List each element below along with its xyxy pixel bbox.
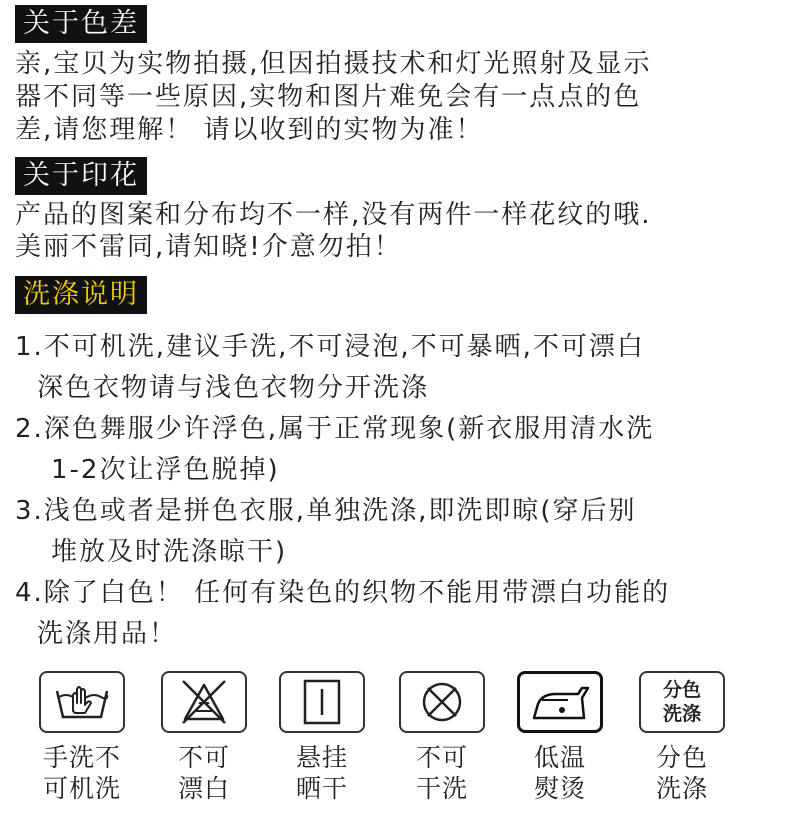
low-iron-caption-line-2: 熨烫 [533,774,586,803]
color-difference-line-2: 器不同等一些原因,实物和图片难免会有一点点的色 [15,82,642,112]
hang-dry-icon [279,671,365,733]
separate-wash-icon [639,671,725,733]
no-dry-clean-caption-line-1: 不可 [415,743,468,772]
low-iron-icon [517,671,603,733]
hang-dry-caption-line-2: 晒干 [295,774,348,803]
wash-item-3 [15,491,636,573]
low-iron-caption [505,742,615,804]
no-bleach-caption-line-2: 漂白 [177,774,230,803]
no-dry-clean-icon [399,671,485,733]
no-bleach-icon [161,671,247,733]
hand-wash-icon [39,671,125,733]
hand-wash-caption-line-2: 可机洗 [42,774,121,803]
wash-item-1 [15,327,645,409]
wash-item-1-line-1: 1.不可机洗,建议手洗,不可浸泡,不可暴晒,不可漂白 [15,332,645,362]
color-difference-line-3: 差,请您理解！ 请以收到的实物为准！ [15,115,484,145]
separate-wash-icon-text-1: 分色 [662,679,701,701]
low-iron-caption-line-1: 低温 [533,743,586,772]
hang-dry-caption-line-1: 悬挂 [295,743,348,772]
no-bleach-caption [149,742,259,804]
print-heading: 关于印花 [15,157,147,195]
separate-wash-caption-line-1: 分色 [655,743,708,772]
wash-item-3-line-1: 3.浅色或者是拼色衣服,单独洗涤,即洗即晾(穿后别 [15,496,637,526]
wash-item-1-line-2: 深色衣物请与浅色衣物分开洗涤 [37,373,430,403]
color-difference-heading: 关于色差 [15,5,147,43]
separate-wash-caption-line-2: 洗涤 [655,774,708,803]
no-bleach-caption-line-1: 不可 [177,743,230,772]
hang-dry-caption [267,742,377,804]
no-dry-clean-caption-line-2: 干洗 [415,774,468,803]
wash-heading: 洗涤说明 [15,276,147,314]
wash-item-2 [15,409,654,491]
wash-item-2-line-2: 1-2次让浮色脱掉) [51,455,280,485]
wash-item-3-line-2: 堆放及时洗涤晾干) [51,537,288,567]
no-dry-clean-caption [387,742,497,804]
hand-wash-caption [27,742,137,804]
color-difference-line-1: 亲,宝贝为实物拍摄,但因拍摄技术和灯光照射及显示 [15,49,652,79]
wash-item-4 [15,573,670,655]
wash-item-2-line-1: 2.深色舞服少许浮色,属于正常现象(新衣服用清水洗 [15,414,655,444]
wash-item-4-line-2: 洗涤用品！ [37,619,178,649]
hand-wash-caption-line-1: 手洗不 [42,743,121,772]
separate-wash-caption [627,742,737,804]
print-line-2: 美丽不雷同,请知晓!介意勿拍！ [15,232,402,262]
print-line-1: 产品的图案和分布均不一样,没有两件一样花纹的哦. [15,200,652,230]
wash-item-4-line-1: 4.除了白色！ 任何有染色的织物不能用带漂白功能的 [15,578,671,608]
separate-wash-icon-text-2: 洗涤 [662,703,701,725]
